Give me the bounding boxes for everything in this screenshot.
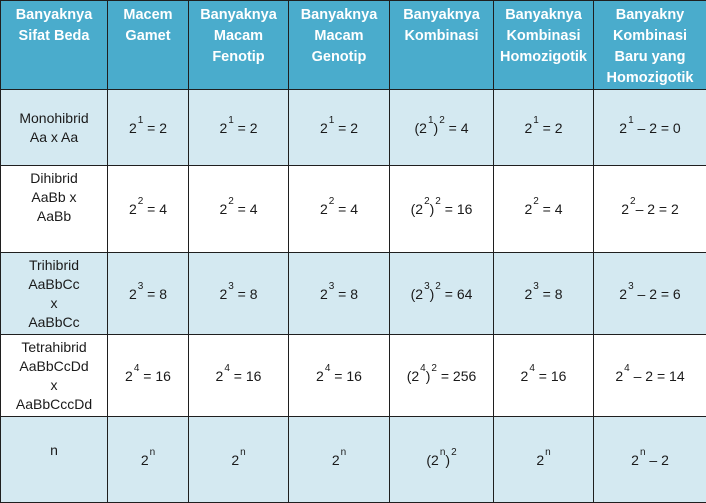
cell-kombinasi: $(2^n)^2$ — [390, 417, 494, 503]
header-fenotip: Banyaknya Macam Fenotip — [189, 1, 289, 90]
row-label: n — [1, 417, 108, 503]
cell-kombinasi-baru: $2^2-$ 2 = 2 — [594, 166, 706, 253]
table-row — [1, 253, 706, 335]
cell-homozigotik: 2$^n$ — [494, 417, 594, 503]
cell-genotip: 2$^n$ — [289, 417, 390, 503]
cell-fenotip: $2^1 = 2$ — [189, 90, 289, 166]
cell-genotip: $2^4 = 16$ — [289, 335, 390, 417]
cell-gamet: 2$^n$ — [108, 417, 189, 503]
cell-genotip: $2^3 = 8$ — [289, 253, 390, 335]
table-row — [1, 417, 706, 503]
row-label: Dihibrid AaBb x AaBb — [1, 166, 108, 253]
cell-genotip: $2^1 = 2$ — [289, 90, 390, 166]
cell-kombinasi-baru: $2^3 - 2 = 6$ — [594, 253, 706, 335]
cell-kombinasi-baru: 2$^n$ – 2 — [594, 417, 706, 503]
cell-gamet: $2^3 = 8$ — [108, 253, 189, 335]
cell-kombinasi-baru: $2^4 - 2 = 14$ — [594, 335, 706, 417]
cell-gamet: $2^2 = 4$ — [108, 166, 189, 253]
header-homozigotik: Banyaknya Kombinasi Homozigotik — [494, 1, 594, 90]
cell-homozigotik: $2^3 = 8$ — [494, 253, 594, 335]
header-sifat-beda: Banyaknya Sifat Beda — [1, 1, 108, 90]
cell-gamet: $2^4 = 16$ — [108, 335, 189, 417]
cell-homozigotik: $2^2 = 4$ — [494, 166, 594, 253]
cell-homozigotik: $2^1 = 2$ — [494, 90, 594, 166]
row-label: Trihibrid AaBbCc x AaBbCc — [1, 253, 108, 335]
row-label: Tetrahibrid AaBbCcDd x AaBbCccDd — [1, 335, 108, 417]
header-row — [1, 1, 706, 90]
table-row — [1, 166, 706, 253]
header-genotip: Banyaknya Macam Genotip — [289, 1, 390, 90]
cell-kombinasi-baru: $2^1 - 2 = 0$ — [594, 90, 706, 166]
cell-fenotip: 2$^n$ — [189, 417, 289, 503]
row-label: Monohibrid Aa x Aa — [1, 90, 108, 166]
cell-fenotip: $2^2 = 4$ — [189, 166, 289, 253]
header-kombinasi-baru-homozigotik: Banyakny Kombinasi Baru yang Homozigotik — [594, 1, 706, 90]
cell-gamet: $2^1 = 2$ — [108, 90, 189, 166]
cell-homozigotik: $2^4 = 16$ — [494, 335, 594, 417]
cell-kombinasi: $(2^3)^2 = 64$ — [390, 253, 494, 335]
cell-fenotip: $2^4 = 16$ — [189, 335, 289, 417]
table-row — [1, 335, 706, 417]
cell-genotip: $2^2 = 4$ — [289, 166, 390, 253]
cell-kombinasi: $(2^4)^2 = 256$ — [390, 335, 494, 417]
header-kombinasi: Banyaknya Kombinasi — [390, 1, 494, 90]
header-gamet: Macem Gamet — [108, 1, 189, 90]
cell-kombinasi: $(2^2)^2 = 16$ — [390, 166, 494, 253]
table-row — [1, 90, 706, 166]
cell-kombinasi: $(2^1)^2 = 4$ — [390, 90, 494, 166]
cell-fenotip: $2^3 = 8$ — [189, 253, 289, 335]
